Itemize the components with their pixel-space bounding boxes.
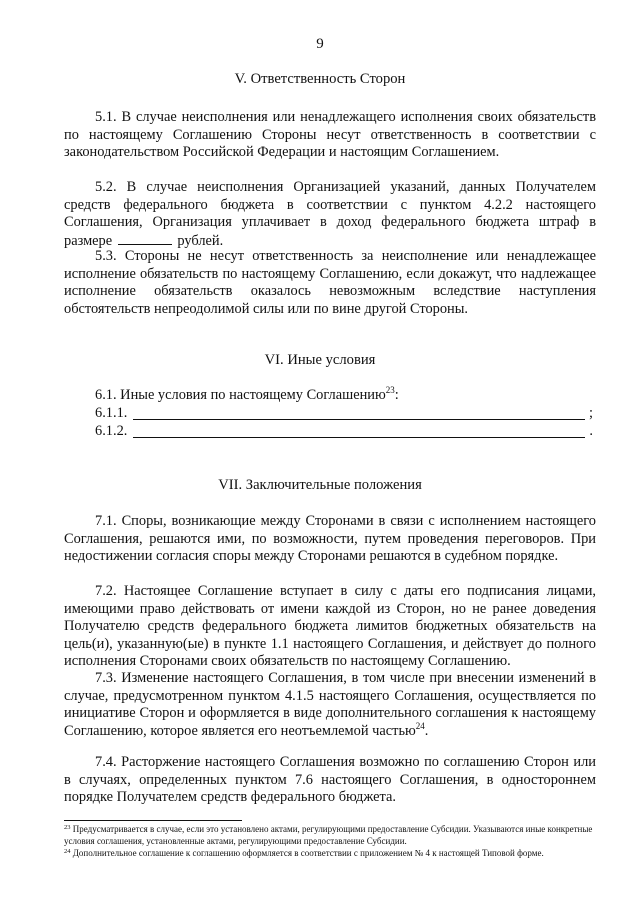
paragraph-5-2: 5.2. В случае неисполнения Организацией указаний, данных Получателем средств федерального бюджета в соответствии с пунктом 4.2.2 настоящего Соглашения, Организация уплачивает в доход федерального бюджета штраф в размере рублей. — [64, 179, 596, 249]
paragraph-7-4: 7.4. Расторжение настоящего Соглашения возможно по соглашению Сторон или в случаях, определенных пунктом 7.6 настоящего Соглашения, в одностороннем порядке Получателем средств федерального бюджета. — [64, 754, 596, 806]
footnote-ref-24: 24 — [415, 720, 425, 731]
fill-line — [133, 437, 585, 438]
paragraph-7-1: 7.1. Споры, возникающие между Сторонами в связи с исполнением настоящего Соглашения, решаются ими, по возможности, путем проведения переговоров. При недостижении согласия споры между Сторонами решаются в судебном порядке. — [64, 513, 596, 565]
section-7-heading: VII. Заключительные положения — [218, 477, 422, 493]
page-number: 9 — [316, 36, 324, 52]
item-6-1-2: 6.1.2. . — [95, 423, 593, 439]
section-5-heading: V. Ответственность Сторон — [234, 71, 406, 87]
footnote-ref-23: 23 — [385, 385, 395, 395]
footnote-23: $^{23}$ Предусматривается в случае, если это установлено актами, регулирующими предоставление Субсидии. Указываются иные конкретные условия соглашения, установленные актами, регулирующими предоставление Субсидии. — [64, 824, 593, 846]
item-6-1-2-label: 6.1.2. — [95, 423, 128, 439]
paragraph-6-1: 6.1. Иные условия по настоящему Соглашению$^{23}$: — [95, 385, 399, 403]
footnote-24: $^{24}$ Дополнительное соглашение к соглашению оформляется в соответствии с приложением № 4 к настоящей Типовой форме. — [64, 848, 544, 858]
paragraph-7-2: 7.2. Настоящее Соглашение вступает в силу с даты его подписания лицами, имеющими право действовать от имени каждой из Сторон, но не ранее доведения Получателю средств федерального бюджета лимитов бюджетных обязательств на цель(и), указанную(ые) в пункте 1.1 настоящего Соглашения, и действует до полного исполнения Сторонами своих обязательств по настоящему Соглашению. — [64, 583, 596, 670]
section-6-heading: VI. Иные условия — [264, 352, 376, 368]
item-6-1-1: 6.1.1. ; — [95, 405, 593, 421]
item-6-1-1-label: 6.1.1. — [95, 405, 128, 421]
paragraph-7-3: 7.3. Изменение настоящего Соглашения, в том числе при внесении изменений в случае, предусмотренном пунктом 4.1.5 настоящего Соглашения, осуществляется по инициативе Сторон и оформляется в виде дополнительного соглашения к настоящему Соглашению, которое является его неотъемлемой частью$^{24}$. — [64, 670, 596, 739]
fine-amount-blank — [118, 232, 172, 245]
paragraph-5-1: 5.1. В случае неисполнения или ненадлежащего исполнения своих обязательств по настоящему Соглашению Стороны несут ответственность в соответствии с законодательством Российской Федерации и настоящим Соглашением. — [64, 109, 596, 161]
fill-line — [133, 419, 585, 420]
footnote-separator — [64, 820, 242, 821]
paragraph-5-3: 5.3. Стороны не несут ответственность за неисполнение или ненадлежащее исполнение обязательств по настоящему Соглашению, если докажут, что надлежащее исполнение обязательств оказалось невозможным вследствие наступления обстоятельств непреодолимой силы или по вине другой Стороны. — [64, 248, 596, 317]
